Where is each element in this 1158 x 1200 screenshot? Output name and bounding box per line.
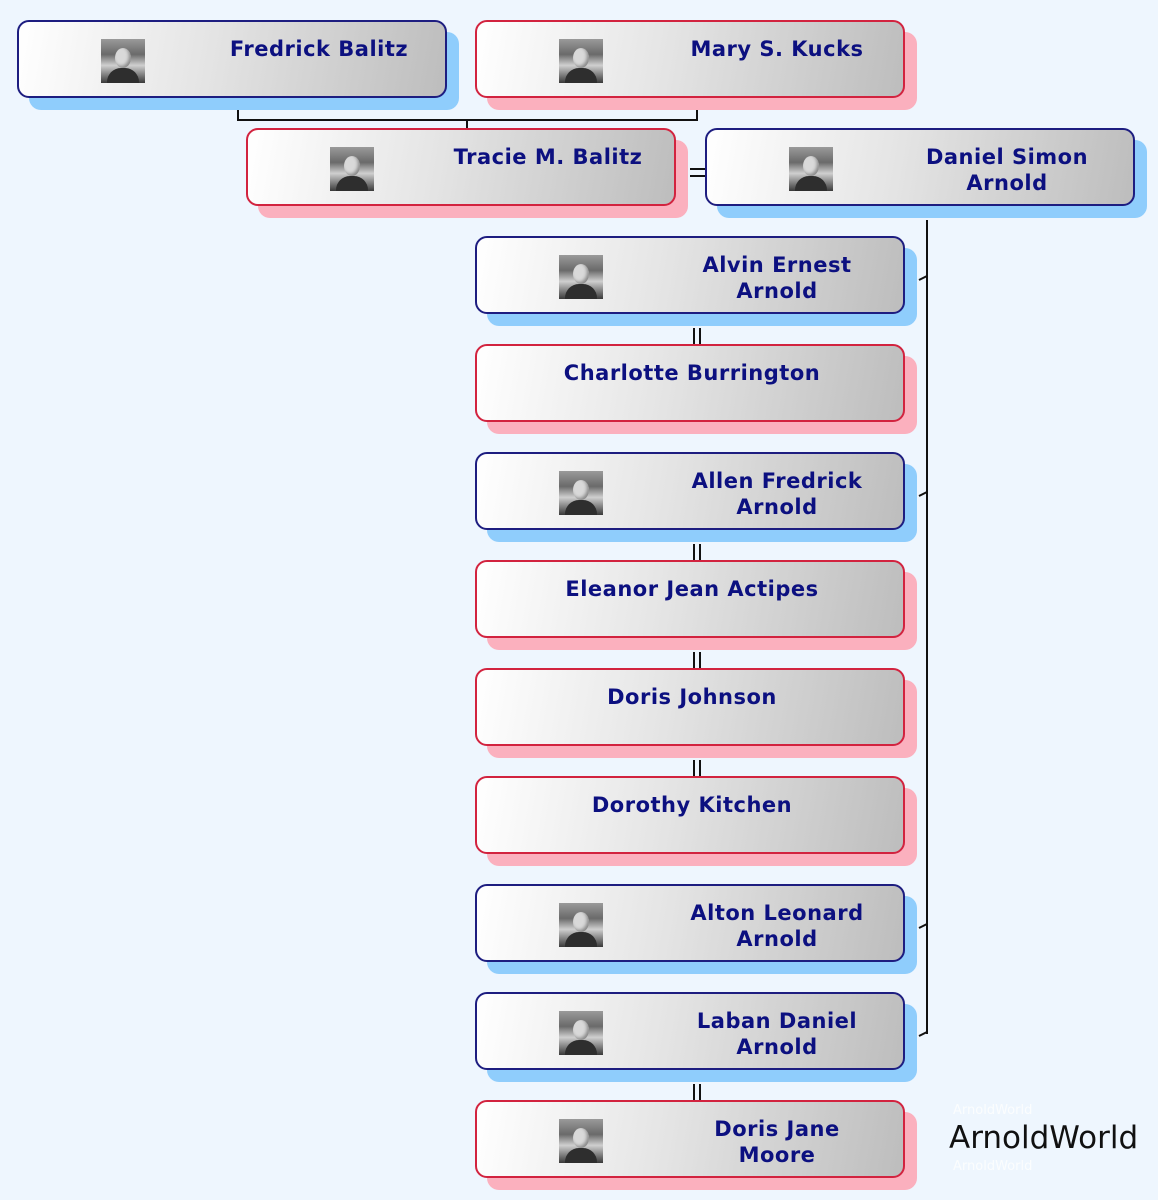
photo-face	[573, 912, 589, 932]
person-name	[477, 576, 907, 602]
person-name-line: Alton Leonard	[690, 901, 864, 925]
person-photo	[101, 39, 145, 83]
person-name-line: Daniel Simon	[925, 145, 1089, 169]
person-name-line: Mary S. Kucks	[690, 37, 864, 61]
card-box	[705, 128, 1135, 206]
card-box	[475, 884, 905, 962]
photo-face	[344, 156, 360, 176]
person-name	[627, 252, 927, 304]
person-card-laban[interactable]	[475, 992, 905, 1070]
person-name-line: Doris Jane	[714, 1117, 840, 1141]
photo-face	[573, 1128, 589, 1148]
person-name	[398, 144, 698, 170]
person-name-line: Fredrick Balitz	[229, 37, 409, 61]
person-name-line: Doris Johnson	[607, 685, 777, 709]
person-card-dorothy[interactable]	[475, 776, 905, 854]
card-box	[475, 1100, 905, 1178]
photo-face	[115, 48, 131, 68]
person-name-line: Arnold	[736, 279, 818, 303]
person-card-doris-jane[interactable]	[475, 1100, 905, 1178]
photo-torso	[565, 1148, 597, 1163]
person-name-line: Tracie M. Balitz	[453, 145, 643, 169]
card-box	[17, 20, 447, 98]
person-photo	[559, 903, 603, 947]
person-photo	[559, 255, 603, 299]
photo-torso	[565, 284, 597, 299]
person-photo	[559, 1011, 603, 1055]
card-box	[475, 452, 905, 530]
person-name-line: Arnold	[736, 495, 818, 519]
person-name	[627, 36, 927, 62]
person-card-alton[interactable]	[475, 884, 905, 962]
photo-face	[573, 1020, 589, 1040]
person-name	[627, 468, 927, 520]
brand-watermark: ArnoldWorld	[953, 1103, 1033, 1118]
photo-face	[573, 264, 589, 284]
photo-torso	[107, 68, 139, 83]
photo-torso	[565, 932, 597, 947]
brand-watermark: ArnoldWorld	[953, 1159, 1033, 1174]
person-name-line: Allen Fredrick	[691, 469, 863, 493]
photo-face	[573, 480, 589, 500]
person-name	[627, 1008, 927, 1060]
person-card-fredrick[interactable]	[17, 20, 447, 98]
photo-face	[803, 156, 819, 176]
person-card-mary[interactable]	[475, 20, 905, 98]
person-name-line: Dorothy Kitchen	[591, 793, 793, 817]
photo-torso	[565, 1040, 597, 1055]
person-card-tracie[interactable]	[246, 128, 676, 206]
photo-torso	[795, 176, 827, 191]
card-box	[475, 992, 905, 1070]
person-name	[627, 1116, 927, 1168]
person-name-line: Alvin Ernest	[702, 253, 852, 277]
person-photo	[559, 1119, 603, 1163]
card-box	[475, 20, 905, 98]
person-name-line: Arnold	[966, 171, 1048, 195]
person-name	[477, 360, 907, 386]
person-name	[627, 900, 927, 952]
person-card-doris-j[interactable]	[475, 668, 905, 746]
card-box	[475, 236, 905, 314]
person-card-charlotte[interactable]	[475, 344, 905, 422]
person-card-alvin[interactable]	[475, 236, 905, 314]
photo-torso	[336, 176, 368, 191]
card-box	[475, 668, 905, 746]
person-photo	[330, 147, 374, 191]
brand-label: ArnoldWorld	[949, 1120, 1139, 1156]
card-box	[246, 128, 676, 206]
person-card-allen[interactable]	[475, 452, 905, 530]
person-name-line: Eleanor Jean Actipes	[565, 577, 819, 601]
person-name	[857, 144, 1157, 196]
person-name-line: Arnold	[736, 1035, 818, 1059]
person-card-eleanor[interactable]	[475, 560, 905, 638]
person-name	[477, 792, 907, 818]
person-name	[477, 684, 907, 710]
person-name-line: Moore	[738, 1143, 816, 1167]
person-name-line: Charlotte Burrington	[563, 361, 821, 385]
photo-torso	[565, 68, 597, 83]
person-photo	[789, 147, 833, 191]
person-name-line: Laban Daniel	[696, 1009, 858, 1033]
person-name-line: Arnold	[736, 927, 818, 951]
person-card-daniel[interactable]	[705, 128, 1135, 206]
photo-face	[573, 48, 589, 68]
person-name	[169, 36, 469, 62]
person-photo	[559, 39, 603, 83]
person-photo	[559, 471, 603, 515]
card-box	[475, 560, 905, 638]
photo-torso	[565, 500, 597, 515]
card-box	[475, 344, 905, 422]
card-box	[475, 776, 905, 854]
